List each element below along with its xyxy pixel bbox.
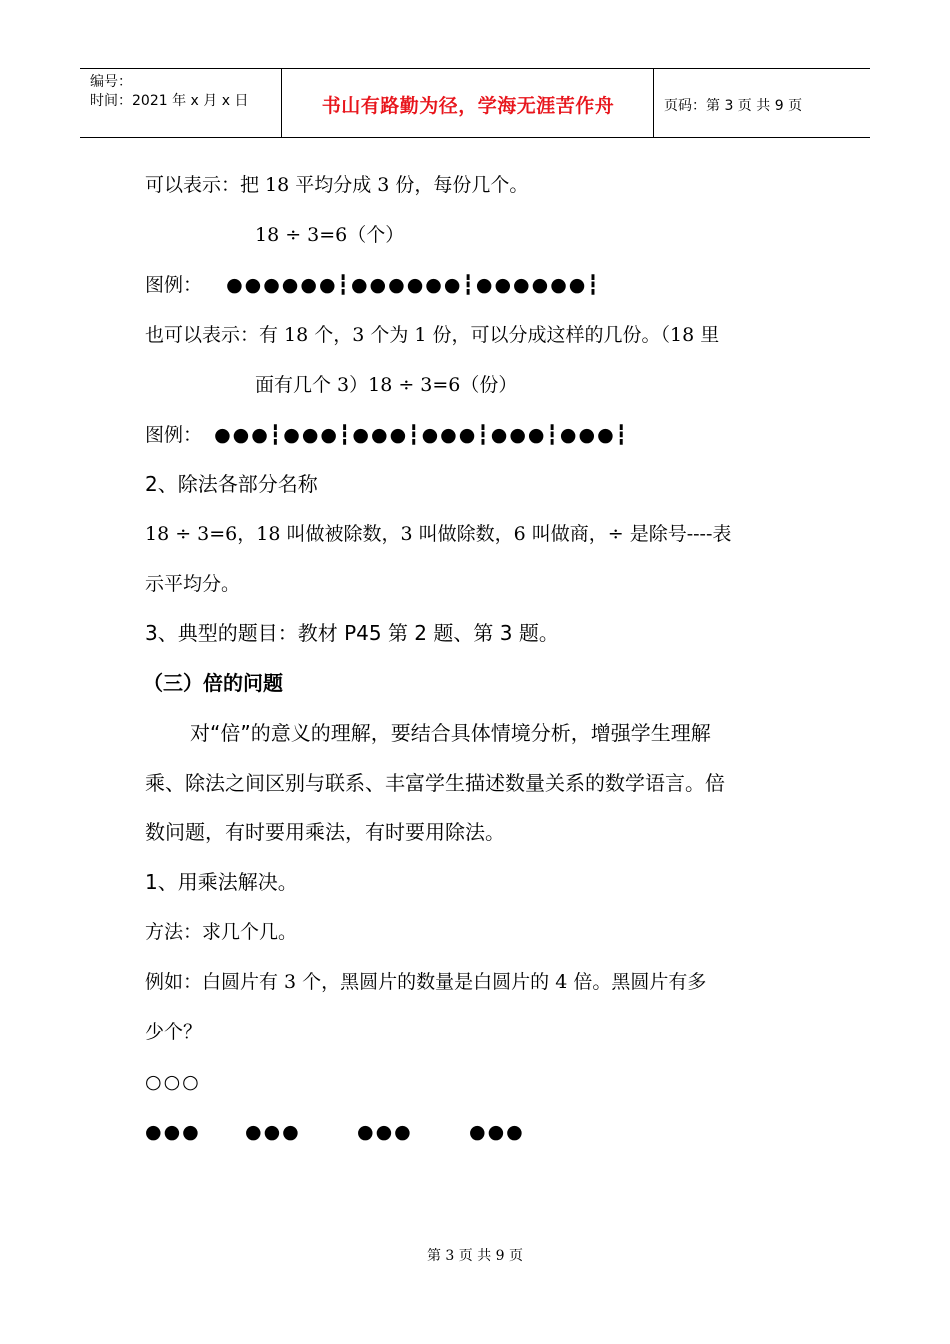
legend-row — [145, 273, 601, 297]
equation-line: 18 ÷ 3=6（个） — [255, 224, 405, 246]
black-circle-group: ●●● — [145, 1121, 201, 1143]
paragraph-line: 例如：白圆片有 3 个，黑圆片的数量是白圆片的 4 倍。黑圆片有多 — [145, 971, 707, 993]
paragraph-line: 18 ÷ 3=6，18 叫做被除数，3 叫做除数，6 叫做商，÷ 是除号----表 — [145, 523, 732, 545]
motto-text: 书山有路勤为径，学海无涯苦作舟 — [321, 95, 615, 117]
section-heading: 1、用乘法解决。 — [145, 870, 298, 894]
paragraph-line: 方法：求几个几。 — [145, 921, 298, 943]
paragraph-line: 可以表示：把 18 平均分成 3 份，每份几个。 — [145, 174, 529, 196]
black-circle-groups — [145, 1120, 549, 1144]
white-circles: ○○○ — [145, 1071, 201, 1093]
dot-groups: ●●●┇●●●┇●●●┇●●●┇●●●┇●●●┇ — [214, 424, 630, 446]
legend-label: 图例： — [145, 424, 203, 446]
legend-row — [145, 423, 629, 447]
page-footer: 第 3 页 共 9 页 — [426, 1248, 524, 1264]
paragraph-line: 对“倍”的意义的理解，要结合具体情境分析，增强学生理解 — [190, 721, 711, 745]
page-code: 页码：第 3 页 共 9 页 — [664, 98, 803, 114]
number-label: 编号： — [90, 74, 132, 90]
paragraph-line: 面有几个 3）18 ÷ 3=6（份） — [255, 374, 518, 396]
section-heading: 3、典型的题目：教材 P45 第 2 题、第 3 题。 — [145, 621, 559, 645]
paragraph-line: 乘、除法之间区别与联系、丰富学生描述数量关系的数学语言。倍 — [145, 771, 725, 795]
paragraph-line: 示平均分。 — [145, 573, 241, 595]
paragraph-line: 也可以表示：有 18 个，3 个为 1 份，可以分成这样的几份。（18 里 — [145, 324, 720, 346]
header-table — [80, 68, 870, 138]
black-circle-group: ●●● — [245, 1121, 301, 1143]
section-heading: 2、除法各部分名称 — [145, 472, 318, 496]
header-motto-cell — [282, 69, 654, 137]
black-circle-group: ●●● — [469, 1121, 525, 1143]
legend-label: 图例： — [145, 274, 203, 296]
black-circle-group: ●●● — [357, 1121, 413, 1143]
header-meta-cell — [80, 69, 282, 137]
dot-groups: ●●●●●●┇●●●●●●┇●●●●●●┇ — [226, 274, 601, 296]
header-page-cell — [654, 69, 870, 137]
paragraph-line: 少个？ — [145, 1021, 203, 1043]
subsection-title: （三）倍的问题 — [143, 671, 283, 695]
paragraph-line: 数问题，有时要用乘法，有时要用除法。 — [145, 820, 505, 844]
time-label: 时间：2021 年 x 月 x 日 — [90, 93, 249, 109]
